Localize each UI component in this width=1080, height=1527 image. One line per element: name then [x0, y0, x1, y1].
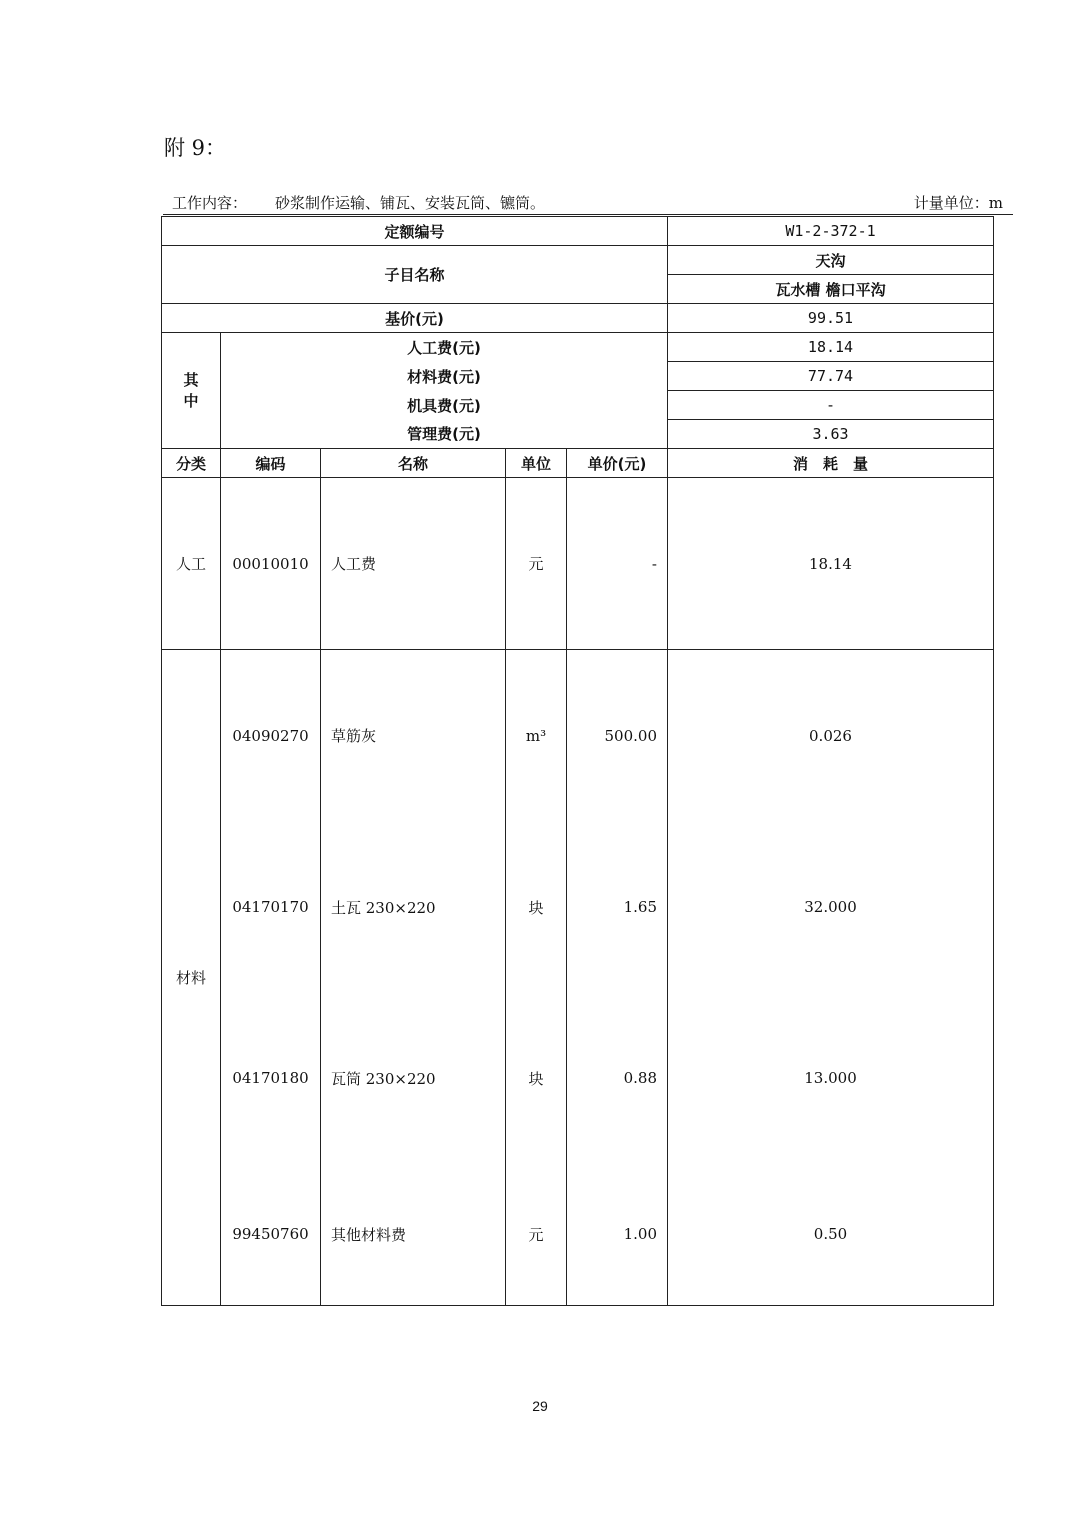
item-name-2: 瓦水槽 檐口平沟 — [668, 275, 994, 304]
col-unit: 单位 — [506, 449, 567, 478]
row-unit: 块 — [506, 822, 567, 993]
table-row — [162, 478, 994, 650]
management-fee-label: 管理费(元) — [221, 420, 668, 449]
row-unit-price: 1.65 — [567, 822, 668, 993]
row-name: 人工费 — [321, 478, 506, 650]
row-consumption: 0.50 — [668, 1164, 994, 1306]
row-unit-price: 1.00 — [567, 1164, 668, 1306]
row-code: 04170170 — [221, 822, 321, 993]
category-labor: 人工 — [162, 478, 221, 650]
labor-fee-label: 人工费(元) — [221, 333, 668, 362]
table-row — [162, 993, 994, 1164]
work-content-text: 砂浆制作运输、铺瓦、安装瓦筒、镳筒。 — [275, 194, 546, 212]
row-code: 99450760 — [221, 1164, 321, 1306]
material-fee-value: 77.74 — [668, 362, 994, 391]
col-consumption: 消 耗 量 — [668, 449, 994, 478]
row-name: 其他材料费 — [321, 1164, 506, 1306]
labor-fee-value: 18.14 — [668, 333, 994, 362]
among-label — [162, 333, 221, 449]
row-unit-price: - — [567, 478, 668, 650]
row-code: 04170180 — [221, 993, 321, 1164]
table-row — [162, 822, 994, 993]
management-fee-value: 3.63 — [668, 420, 994, 449]
row-consumption: 32.000 — [668, 822, 994, 993]
quota-table — [161, 216, 994, 1306]
row-consumption: 18.14 — [668, 478, 994, 650]
work-content-line — [163, 192, 1013, 215]
measurement-unit: 计量单位：m — [913, 194, 1003, 212]
row-unit: 元 — [506, 1164, 567, 1306]
among-char-2: 中 — [183, 391, 199, 410]
base-price-label: 基价(元) — [162, 304, 668, 333]
row-name: 瓦筒 230×220 — [321, 993, 506, 1164]
row-code: 00010010 — [221, 478, 321, 650]
category-material: 材料 — [162, 650, 221, 1306]
row-code: 04090270 — [221, 650, 321, 822]
work-content-label: 工作内容： — [172, 194, 248, 212]
quota-code-label: 定额编号 — [162, 217, 668, 246]
appendix-title: 附 9： — [164, 136, 227, 160]
page-number: 29 — [532, 1398, 548, 1414]
col-name: 名称 — [321, 449, 506, 478]
material-fee-label: 材料费(元) — [221, 362, 668, 391]
col-code: 编码 — [221, 449, 321, 478]
row-unit-price: 0.88 — [567, 993, 668, 1164]
row-unit: 块 — [506, 993, 567, 1164]
row-name: 草筋灰 — [321, 650, 506, 822]
row-unit: 元 — [506, 478, 567, 650]
base-price-value: 99.51 — [668, 304, 994, 333]
machine-fee-value: - — [668, 391, 994, 420]
table-row — [162, 1164, 994, 1306]
item-name-label: 子目名称 — [162, 246, 668, 304]
machine-fee-label: 机具费(元) — [221, 391, 668, 420]
item-name-1: 天沟 — [668, 246, 994, 275]
col-unit-price: 单价(元) — [567, 449, 668, 478]
row-unit: m³ — [506, 650, 567, 822]
row-name: 土瓦 230×220 — [321, 822, 506, 993]
table-row — [162, 650, 994, 822]
col-category: 分类 — [162, 449, 221, 478]
row-consumption: 0.026 — [668, 650, 994, 822]
among-char-1: 其 — [183, 370, 199, 389]
row-unit-price: 500.00 — [567, 650, 668, 822]
row-consumption: 13.000 — [668, 993, 994, 1164]
quota-code: W1-2-372-1 — [668, 217, 994, 246]
